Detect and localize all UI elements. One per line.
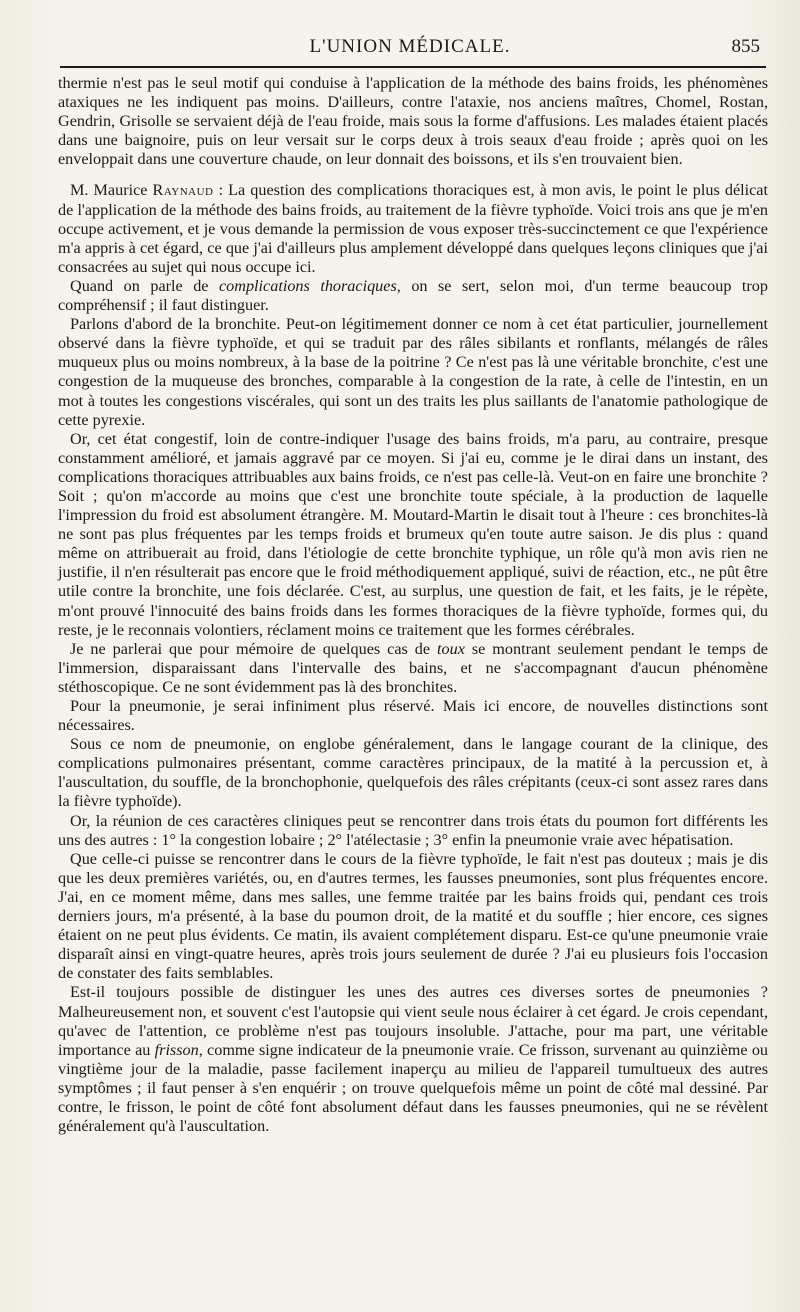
paragraph-text: Parlons d'abord de la bronchite. Peut-on légitimement donner ce nom à cet état particulier, journellement observé dans la fièvre typhoïde, et qui se traduit par des râles sibilants et ronflants, mélangés de râles muqueux plus ou moins nombreux, à la base de la poitrine ? Ce n'est pas là une véritable bronchite, c'est une congestion de la muqueuse des bronches, comparable à la congestion de la rate, à celle de l'intestin, en un mot à toutes les congestions viscérales, qui sont un des traits les plus saillants de l'anatomie pathologique de cette pyrexie. — [58, 315, 768, 429]
paragraph — [58, 640, 768, 697]
paragraph-text: se montrant seulement pendant le temps de l'immersion, disparaissant dans l'intervalle des bains, et ne s'accompagnant d'aucun phénomène stéthoscopique. Ce ne sont évidemment pas là des bronchites. — [58, 639, 768, 696]
paragraph-text: : La question des complications thoraciques est, à mon avis, le point le plus délicat de l'application de la méthode des bains froids, au traitement de la fièvre typhoïde. Voici trois ans que je m'en occupe activement, et je vous demande la permission de vous exposer très-succinctement ce que l'expérience m'a appris à cet égard, ce que j'ai d'ailleurs plus amplement développé dans quelques leçons cliniques que j'ai consacrées au sujet qui nous occupe ici. — [58, 181, 768, 276]
paragraph — [58, 430, 768, 640]
paragraph-text: Que celle-ci puisse se rencontrer dans le cours de la fièvre typhoïde, le fait n'est pas douteux ; mais je dis que les deux premières variétés, ou, en d'autres termes, les fausses pneumonies, sont plus fréquentes encore. J'ai, en ce moment même, dans mes salles, une femme traitée par les bains froids qui, pendant ces trois derniers jours, m'a présenté, à la base du poumon droit, de la matité et du souffle ; hier encore, ces signes étaient on ne peut plus évidents. Ce matin, ils avaient complétement disparu. Est-ce qu'une pneumonie vraie disparaît ainsi en vingt-quatre heures, après trois jours seulement de durée ? J'ai eu plusieurs fois l'occasion de constater des faits semblables. — [58, 849, 768, 983]
paragraph — [58, 983, 768, 1136]
paragraph — [58, 181, 768, 276]
emphasis: frisson — [154, 1040, 199, 1059]
paragraph-text: Quand on parle de — [70, 276, 219, 295]
paragraph-text: thermie n'est pas le seul motif qui conduise à l'application de la méthode des bains froids, les phénomènes ataxiques ne les indiquent pas moins. D'ailleurs, contre l'ataxie, nos anciens maîtres, Chomel, Rostan, Gendrin, Grisolle se servaient déjà de l'eau froide, mais sous la forme d'affusions. Les malades étaient placés dans une baignoire, puis on leur versait sur le corps deux à trois seaux d'eau froide ; après quoi on les enveloppait dans une couverture chaude, on leur donnait des boissons, et ils s'en trouvaient bien. — [58, 74, 768, 169]
paragraph — [58, 812, 768, 850]
paragraph — [58, 74, 768, 169]
page-number: 855 — [731, 36, 760, 57]
paragraph — [58, 277, 768, 315]
paragraph-text: Est-il toujours possible de distinguer les unes des autres ces diverses sortes de pneumonies ? Malheureusement non, et souvent c'est l'autopsie qui vient seule nous éclairer à cet égard. Je crois cependant, qu'avec de l'attention, ce problème n'est pas toujours insoluble. J'attache, pour ma part, une véritable importance au — [58, 983, 768, 1059]
paragraph-text: Sous ce nom de pneumonie, on englobe généralement, dans le langage courant de la clinique, des complications pulmonaires présentant, comme caractères principaux, de la matité à la percussion et, à l'auscultation, du souffle, de la bronchophonie, quelquefois des râles crépitants (ceux-ci sont assez rares dans la fièvre typhoïde). — [58, 735, 768, 811]
paragraph — [58, 850, 768, 984]
emphasis: complications thoraciques — [219, 276, 397, 295]
paragraph-text: Je ne parlerai que pour mémoire de quelques cas de — [70, 639, 438, 658]
paragraph-text: , comme signe indicateur de la pneumonie vraie. Ce frisson, survenant au quinzième ou vingtième jour de la maladie, passe facilement inaperçu au milieu de l'appareil tumultueux des autres symptômes ; il faut penser à s'en enquérir ; on trouve quelquefois même un point de côté mal dessiné. Par contre, le frisson, le point de côté font absolument défaut dans les fausses pneumonies, qui ne se révèlent généralement qu'à l'auscultation. — [58, 1040, 769, 1136]
body-text — [58, 74, 768, 1136]
header-rule — [60, 66, 766, 68]
paragraph-text: Pour la pneumonie, je serai infiniment plus réservé. Mais ici encore, de nouvelles distinctions sont nécessaires. — [58, 697, 768, 735]
paragraph — [58, 735, 768, 811]
paragraph-text: Or, cet état congestif, loin de contre-indiquer l'usage des bains froids, m'a paru, au contraire, presque constamment amélioré, et jamais aggravé par ce moyen. Si j'ai eu, comme je le dirai dans un instant, des complications thoraciques attribuables aux bains froids, ce n'est pas celle-là. Veut-on en faire une bronchite ? Soit ; qu'on m'accorde au moins que c'est une bronchite toute spéciale, à la production de laquelle l'impression du froid est absolument étrangère. M. Moutard-Martin le disait tout à l'heure : ces bronchites-là ne sont pas plus fréquentes par les temps froids et brumeux qu'en toute autre saison. Je dis plus : quand même on attribuerait au froid, dans l'étiologie de cette bronchite typhique, un rôle qu'à mon avis rien ne justifie, il n'en résulterait pas encore que le froid méthodiquement appliqué, suivi de réaction, etc., ne pût être utile contre la bronchite, une fois déclarée. C'est, au surplus, une question de fait, et les faits, je le répète, m'ont prouvé l'innocuité des bains froids dans les formes thoraciques de la fièvre typhoïde, formes qui, du reste, je le reconnais volontiers, réclament moins ce traitement que les formes cérébrales. — [58, 429, 768, 639]
page-header — [60, 36, 760, 70]
paragraph-text: , on se sert, selon moi, d'un terme beaucoup trop compréhensif ; il faut distinguer. — [58, 276, 768, 315]
speaker-name: Raynaud — [152, 181, 214, 200]
paragraph — [58, 697, 768, 735]
paragraph — [58, 315, 768, 430]
running-title: L'UNION MÉDICALE. — [309, 36, 511, 57]
speaker-prefix: M. Maurice — [70, 181, 153, 200]
emphasis: toux — [437, 639, 465, 658]
paragraph-text: Or, la réunion de ces caractères cliniques peut se rencontrer dans trois états du poumon fort différents les uns des autres : 1° la congestion lobaire ; 2° l'atélectasie ; 3° enfin la pneumonie vraie avec hépatisation. — [58, 811, 768, 849]
